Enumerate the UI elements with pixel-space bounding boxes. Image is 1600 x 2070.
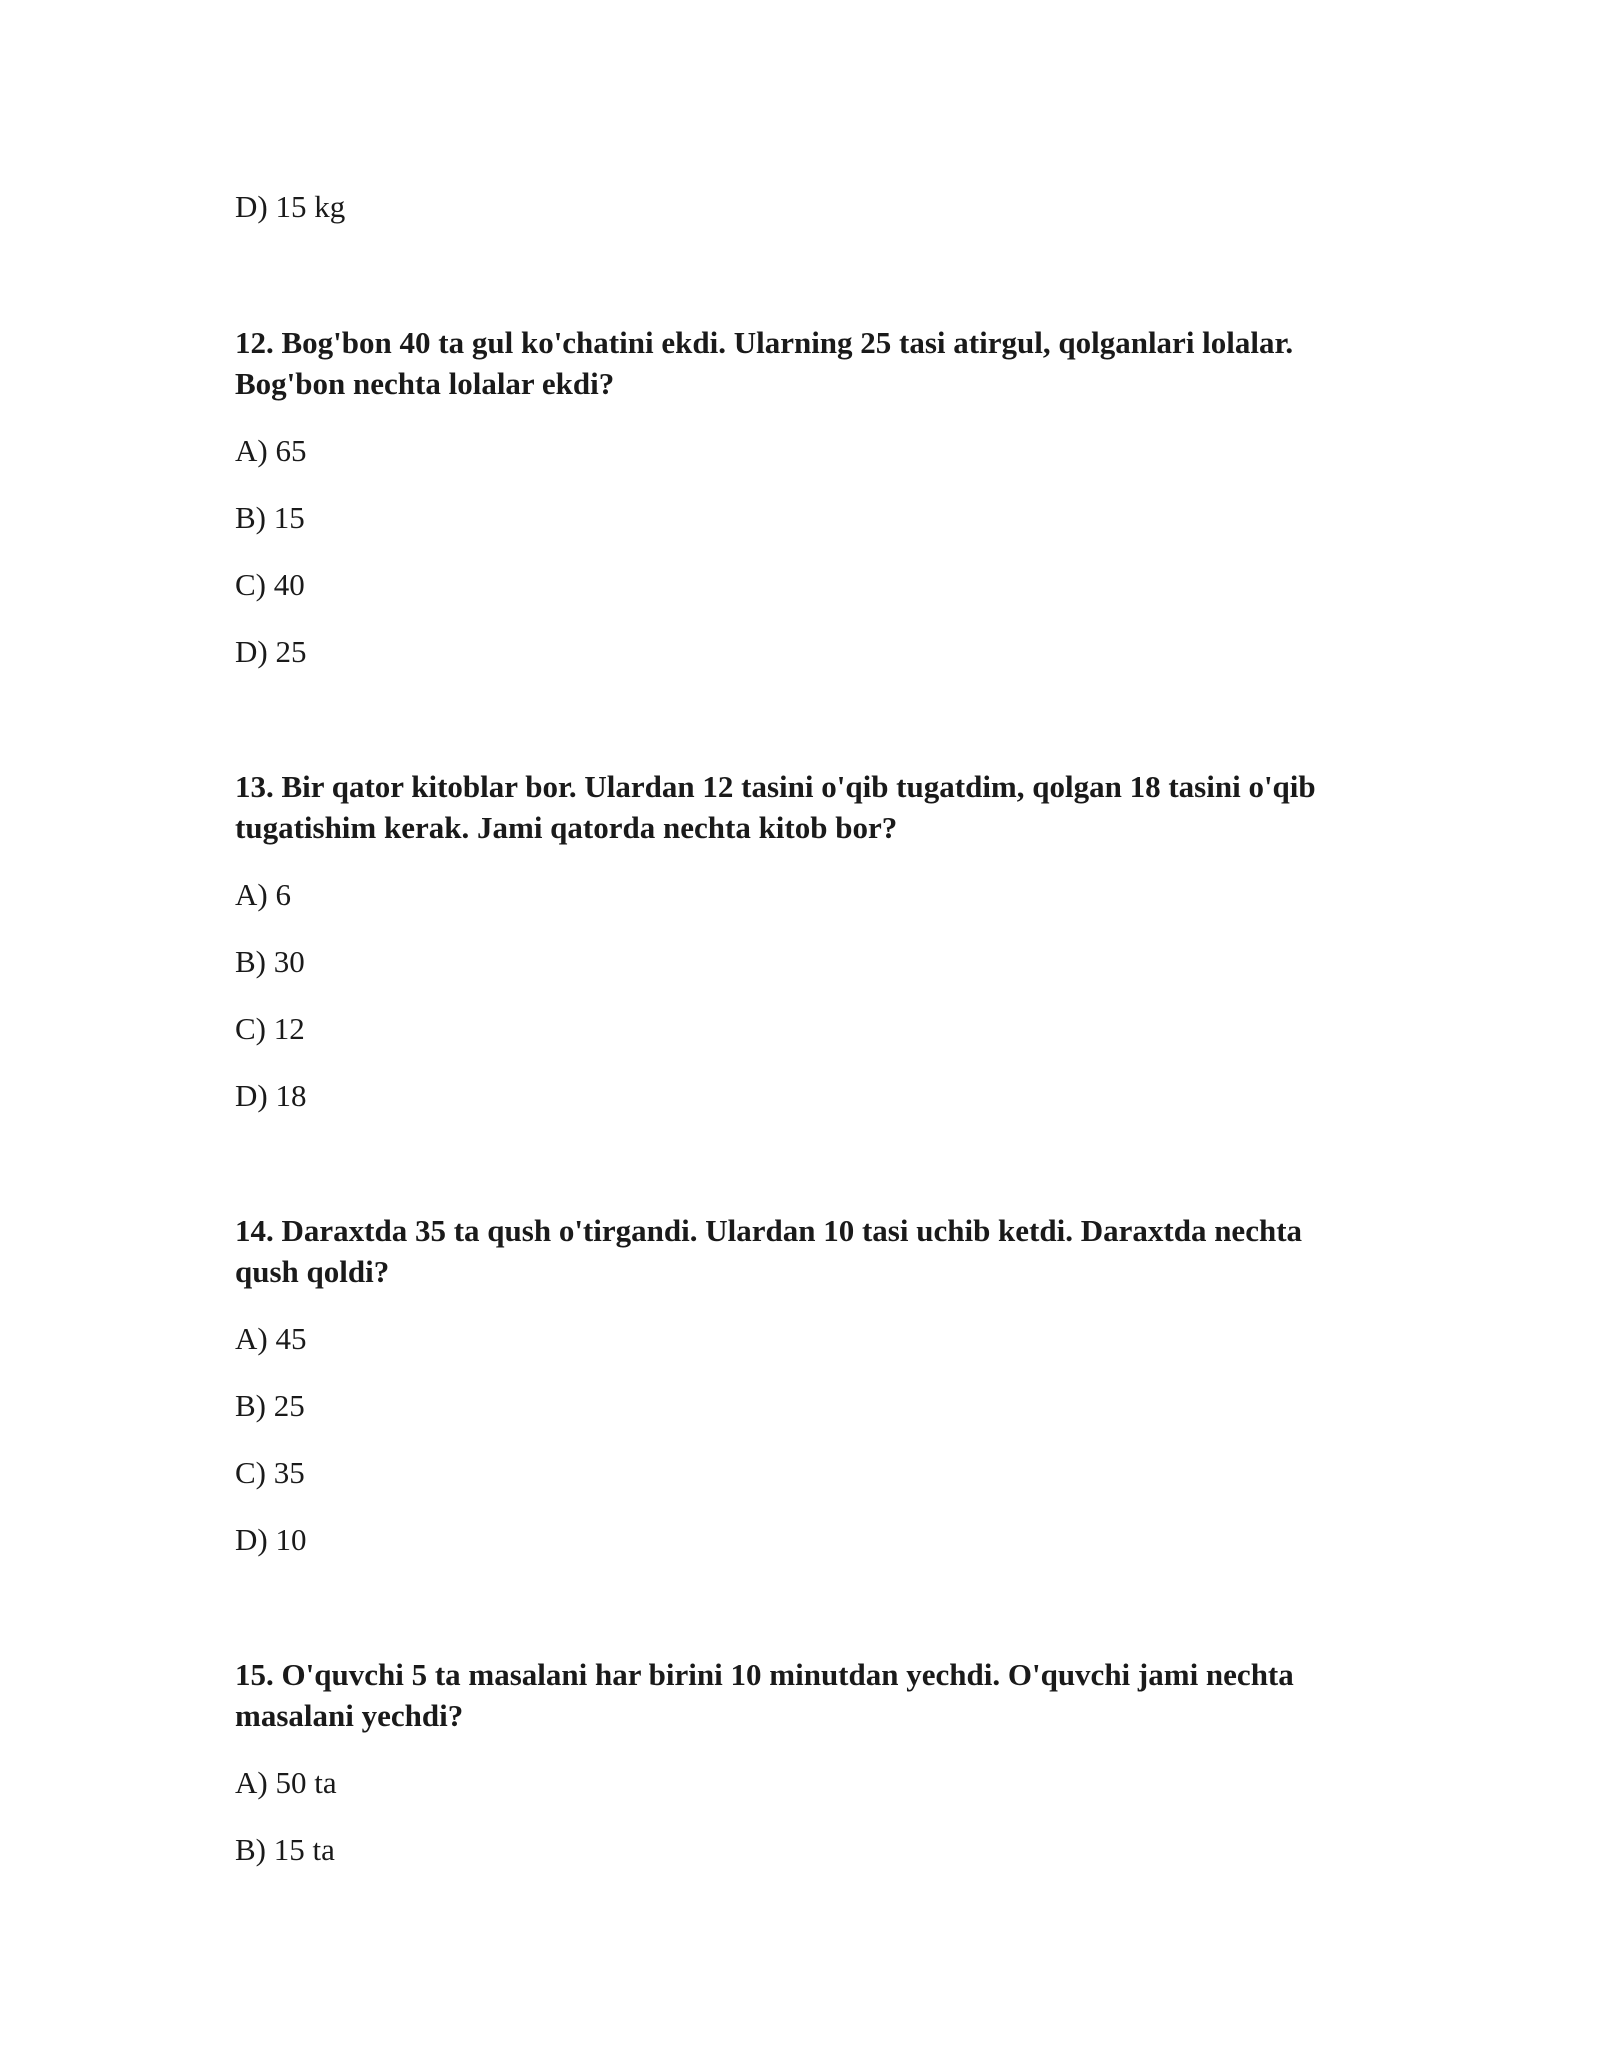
question-14-option-c: C) 35 [235,1455,305,1490]
question-12-option-d: D) 25 [235,634,307,669]
question-13-line-1: 13. Bir qator kitoblar bor. Ulardan 12 tasini o'qib tugatdim, qolgan 18 tasini o'qib [235,769,1316,804]
question-12-option-a: A) 65 [235,433,307,468]
question-15-option-b: B) 15 ta [235,1832,335,1867]
question-14-line-1: 14. Daraxtda 35 ta qush o'tirgandi. Ulardan 10 tasi uchib ketdi. Daraxtda nechta [235,1213,1303,1248]
question-15-line-2: masalani yechdi? [235,1698,464,1733]
question-13-option-c: C) 12 [235,1011,305,1046]
question-12-option-c: C) 40 [235,567,305,602]
question-12-option-b: B) 15 [235,500,305,535]
question-12-line-2: Bog'bon nechta lolalar ekdi? [235,366,615,401]
question-13-line-2: tugatishim kerak. Jami qatorda nechta kitob bor? [235,810,898,845]
question-12-line-1: 12. Bog'bon 40 ta gul ko'chatini ekdi. Ularning 25 tasi atirgul, qolganlari lolalar. [235,325,1294,360]
question-13-option-d: D) 18 [235,1078,307,1113]
question-15-option-a: A) 50 ta [235,1765,337,1800]
question-13-option-b: B) 30 [235,944,305,979]
question-14-option-b: B) 25 [235,1388,305,1423]
option-d-prev: D) 15 kg [235,189,346,224]
question-14-option-d: D) 10 [235,1522,307,1557]
question-14-line-2: qush qoldi? [235,1254,390,1289]
question-15-line-1: 15. O'quvchi 5 ta masalani har birini 10 minutdan yechdi. O'quvchi jami nechta [235,1657,1294,1692]
question-13-option-a: A) 6 [235,877,291,912]
question-14-option-a: A) 45 [235,1321,307,1356]
